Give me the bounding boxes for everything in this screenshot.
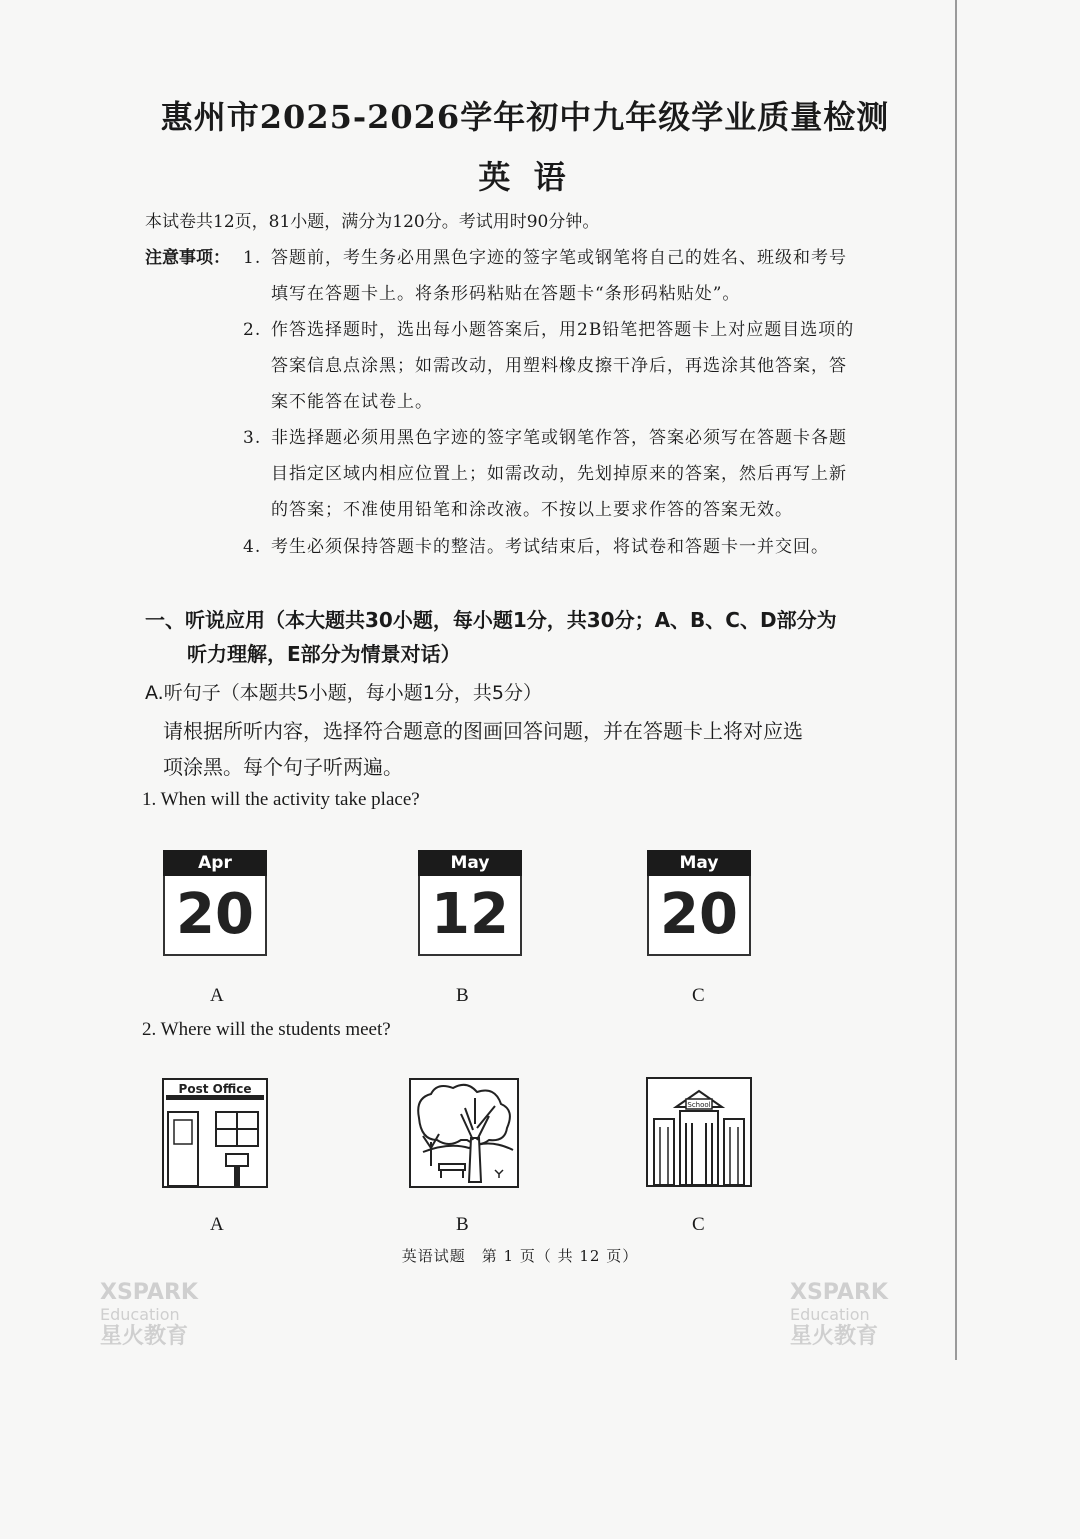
question-2: 2. Where will the students meet?: [142, 1019, 391, 1040]
q2-option-c-label: C: [692, 1214, 705, 1235]
question-1: 1. When will the activity take place?: [142, 789, 420, 810]
watermark-logo: XSPARK Education 星火教育: [100, 1280, 198, 1349]
notice-item-4: 4. 考生必须保持答题卡的整洁。考试结束后，将试卷和答题卡一并交回。: [243, 537, 829, 557]
exam-intro: 本试卷共12页，81小题，满分为120分。考试用时90分钟。: [145, 212, 600, 232]
calendar-icon-c: May 20: [647, 850, 751, 956]
q2-option-a-label: A: [210, 1214, 224, 1235]
q1-option-c-label: C: [692, 985, 705, 1006]
school-icon: [646, 1077, 752, 1187]
svg-text:School: School: [687, 1101, 711, 1109]
calendar-icon-b: May 12: [418, 850, 522, 956]
q1-option-a-label: A: [210, 985, 224, 1006]
notice-item-2: 2. 作答选择题时，选出每小题答案后，用2B铅笔把答题卡上对应题目选项的 答案信息点涂黑；如需改动，用塑料橡皮擦干净后，再选涂其他答案，答 案不能答在试卷上。: [243, 320, 855, 412]
post-office-icon: [162, 1078, 268, 1188]
notice-label: 注意事项：: [145, 248, 230, 268]
exam-subject: 英 语: [478, 158, 572, 196]
part-a-instruction: 请根据所听内容，选择符合题意的图画回答问题，并在答题卡上将对应选 项涂黑。每个句子听两遍。: [163, 719, 803, 779]
section-1-title: 一、听说应用（本大题共30小题，每小题1分，共30分；A、B、C、D部分为 听力理解，E部分为情景对话）: [145, 608, 837, 666]
q2-option-b-label: B: [456, 1214, 469, 1235]
calendar-icon-a: Apr 20: [163, 850, 267, 956]
exam-title: 惠州市2025-2026学年初中九年级学业质量检测: [160, 98, 890, 136]
notice-item-1: 1. 答题前，考生务必用黑色字迹的签字笔或钢笔将自己的姓名、班级和考号 填写在答题卡上。将条形码粘贴在答题卡“条形码粘贴处”。: [243, 248, 847, 304]
page-edge-line: [955, 0, 957, 1360]
svg-text:Post Office: Post Office: [178, 1082, 252, 1096]
part-a-heading: A.听句子（本题共5小题，每小题1分，共5分）: [145, 682, 542, 704]
page-footer: 英语试题 第 1 页（ 共 12 页）: [401, 1247, 639, 1265]
park-icon: [409, 1078, 519, 1188]
notice-item-3: 3. 非选择题必须用黑色字迹的签字笔或钢笔作答，答案必须写在答题卡各题 目指定区域内相应位置上；如需改动，先划掉原来的答案，然后再写上新 的答案；不准使用铅笔和涂改液。不按以上要求作答的答案无效。: [243, 428, 847, 520]
watermark-logo: XSPARK Education 星火教育: [790, 1280, 888, 1349]
q1-option-b-label: B: [456, 985, 469, 1006]
